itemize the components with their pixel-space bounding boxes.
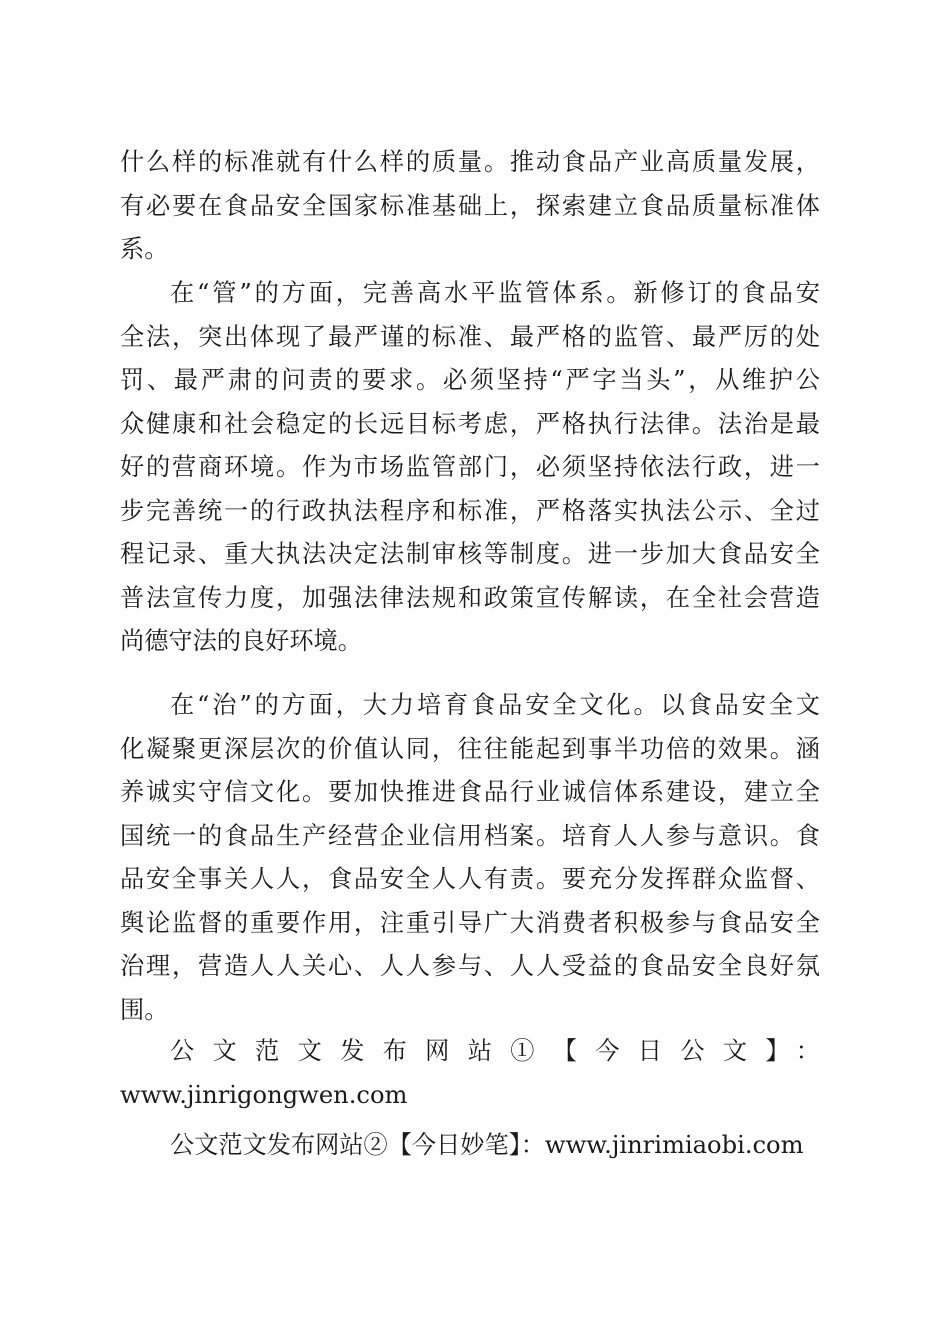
- paragraph-1: [120, 141, 820, 272]
- footer-site-1-url[interactable]: www.jinrigongwen.com: [120, 1080, 408, 1109]
- footer-site-2-text[interactable]: 公文范文发布网站②【今日妙笔】：www.jinrimiaobi.com: [170, 1131, 804, 1159]
- footer-site-2: [120, 1124, 820, 1168]
- paragraph-3-line: 围。: [120, 995, 169, 1024]
- paragraph-3-line: 化凝聚更深层次的价值认同，往往能起到事半功倍的效果。涵: [120, 734, 820, 763]
- footer-site-1: [120, 1030, 820, 1117]
- paragraph-2-line: 普法宣传力度，加强法律法规和政策宣传解读，在全社会营造: [120, 583, 820, 612]
- paragraph-1-line: 什么样的标准就有什么样的质量。推动食品产业高质量发展，: [120, 148, 820, 176]
- paragraph-1-line: 系。: [120, 235, 169, 263]
- paragraph-2-line: 众健康和社会稳定的长远目标考虑，严格执行法律。法治是最: [120, 409, 820, 438]
- paragraph-2-line: 好的营商环境。作为市场监管部门，必须坚持依法行政，进一: [120, 453, 820, 481]
- paragraph-2-line: 在“管”的方面，完善高水平监管体系。新修订的食品安: [170, 279, 820, 307]
- paragraph-2-line: 步完善统一的行政执法程序和标准，严格落实执法公示、全过: [120, 496, 820, 525]
- paragraph-2-line: 程记录、重大执法决定法制审核等制度。进一步加大食品安全: [120, 540, 820, 568]
- paragraph-3-line: 在“治”的方面，大力培育食品安全文化。以食品安全文: [170, 691, 820, 719]
- paragraph-2-line: 罚、最严肃的问责的要求。必须坚持“严字当头”，从维护公: [120, 366, 820, 394]
- paragraph-1-line: 有必要在食品安全国家标准基础上，探索建立食品质量标准体: [120, 191, 820, 220]
- paragraph-3: [120, 684, 820, 1032]
- paragraph-3-line: 舆论监督的重要作用，注重引导广大消费者积极参与食品安全: [120, 908, 820, 937]
- paragraph-3-line: 治理，营造人人关心、人人参与、人人受益的食品安全良好氛: [120, 952, 820, 980]
- paragraph-2-line: 全法，突出体现了最严谨的标准、最严格的监管、最严厉的处: [120, 322, 820, 351]
- paragraph-2: [120, 272, 820, 664]
- paragraph-3-line: 品安全事关人人，食品安全人人有责。要充分发挥群众监督、: [120, 865, 820, 893]
- paragraph-3-line: 国统一的食品生产经营企业信用档案。培育人人参与意识。食: [120, 821, 820, 850]
- paragraph-2-line: 尚德守法的良好环境。: [120, 627, 362, 655]
- footer-site-1-label: 公文范文发布网站①【今日公文】：: [170, 1037, 820, 1065]
- paragraph-3-line: 养诚实守信文化。要加快推进食品行业诚信体系建设，建立全: [120, 778, 820, 806]
